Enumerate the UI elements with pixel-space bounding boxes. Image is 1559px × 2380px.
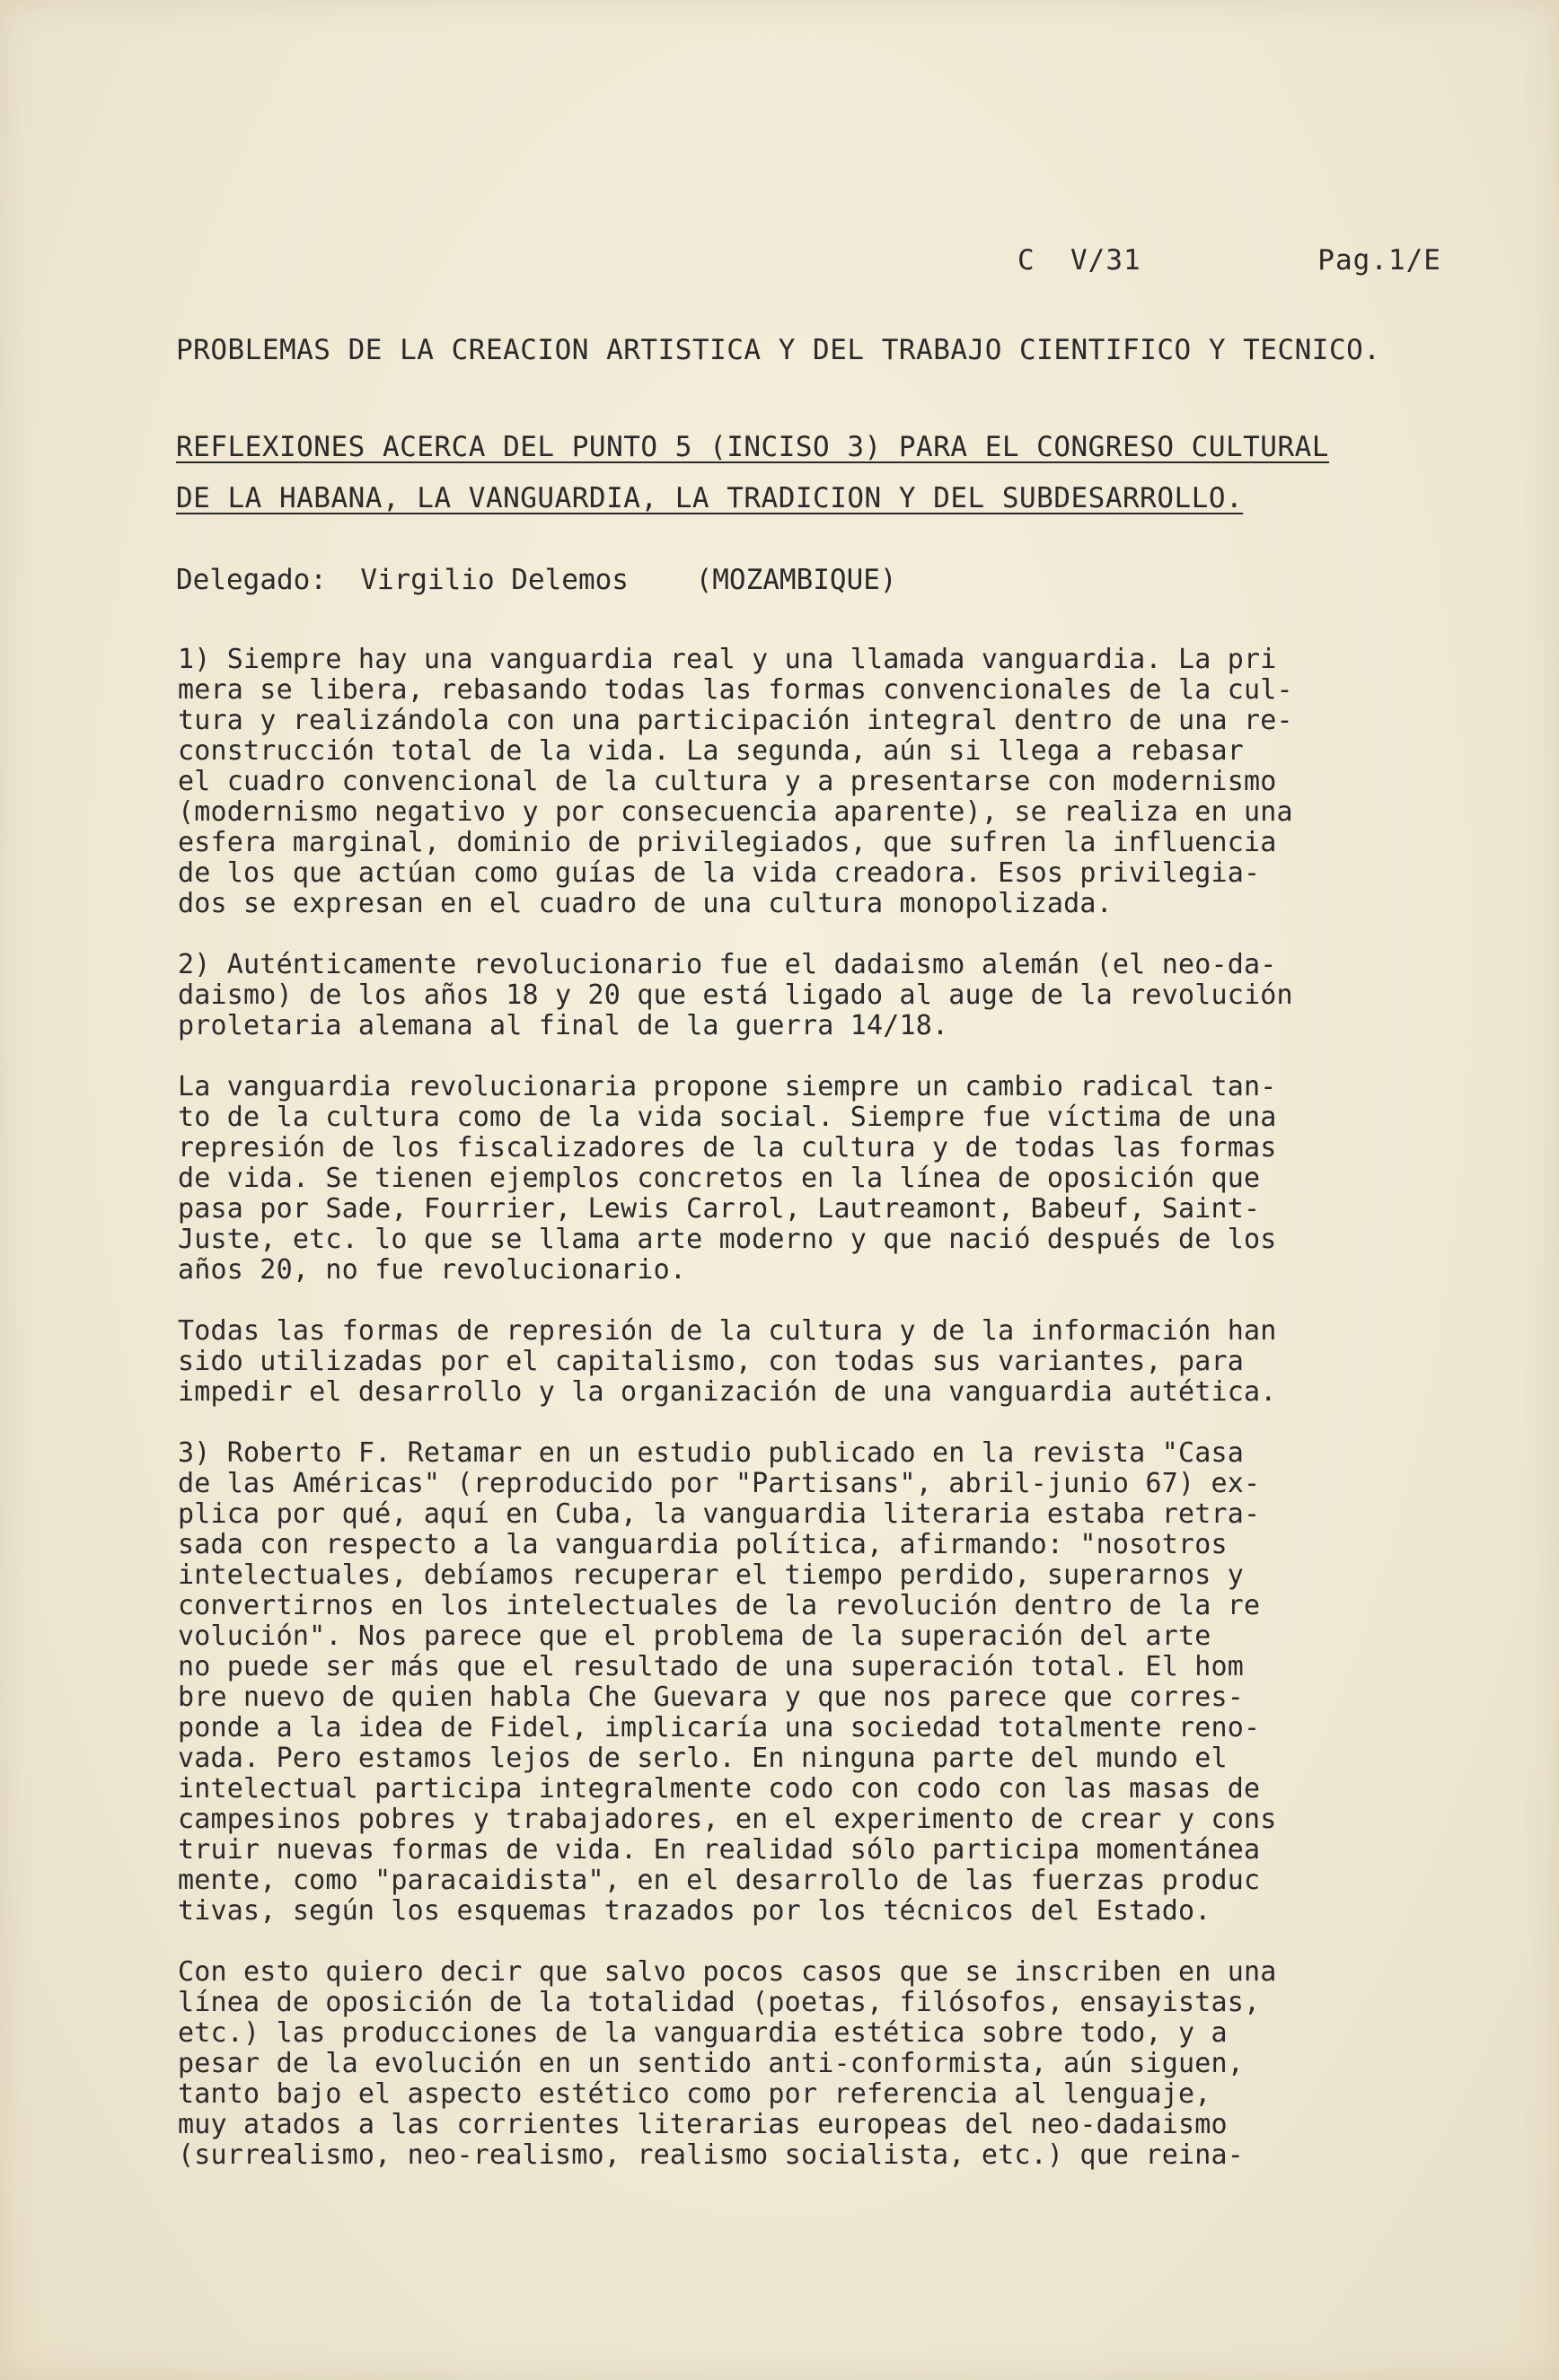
text-line: mente, como "paracaidista", en el desarrollo de las fuerzas produc	[178, 1865, 1261, 1896]
text-line: to de la cultura como de la vida social. Siempre fue víctima de una	[178, 1102, 1277, 1133]
text-line: esfera marginal, dominio de privilegiados, que sufren la influencia	[178, 827, 1277, 858]
document-reference: C V/31	[1017, 244, 1141, 277]
text-line: construcción total de la vida. La segunda, aún si llega a rebasar	[178, 735, 1244, 767]
text-line: La vanguardia revolucionaria propone siempre un cambio radical tan-	[178, 1071, 1277, 1102]
text-line: dos se expresan en el cuadro de una cultura monopolizada.	[178, 888, 1113, 919]
text-line: (surrealismo, neo-realismo, realismo socialista, etc.) que reina-	[178, 2139, 1244, 2171]
page-number: Pag.1/E	[1317, 244, 1441, 277]
text-line: Todas las formas de represión de la cultura y de la información han	[178, 1315, 1277, 1347]
paragraph	[178, 1957, 1435, 2171]
text-line: Juste, etc. lo que se llama arte moderno y que nació después de los	[178, 1224, 1277, 1255]
text-line: bre nuevo de quien habla Che Guevara y que nos parece que corres-	[178, 1682, 1244, 1713]
paragraph	[178, 1072, 1435, 1286]
document-title: PROBLEMAS DE LA CREACION ARTISTICA Y DEL TRABAJO CIENTIFICO Y TECNICO.	[176, 334, 1381, 366]
text-line: tura y realizándola con una participación integral dentro de una re-	[178, 705, 1293, 736]
paragraph	[178, 1438, 1435, 1927]
text-line: tivas, según los esquemas trazados por los técnicos del Estado.	[178, 1895, 1211, 1927]
text-line: intelectuales, debíamos recuperar el tiempo perdido, superarnos y	[178, 1559, 1244, 1591]
document-subtitle	[176, 422, 1415, 524]
document-body	[178, 645, 1435, 2201]
text-line: muy atados a las corrientes literarias europeas del neo-dadaismo	[178, 2109, 1228, 2140]
text-line: mera se libera, rebasando todas las formas convencionales de la cul-	[178, 674, 1293, 706]
delegate-country: (MOZAMBIQUE)	[695, 564, 897, 596]
text-line: sada con respecto a la vanguardia política, afirmando: "nosotros	[178, 1529, 1228, 1560]
paragraph	[178, 950, 1435, 1041]
text-line: pesar de la evolución en un sentido anti-conformista, aún siguen,	[178, 2048, 1244, 2079]
text-line: intelectual participa integralmente codo con codo con las masas de	[178, 1773, 1261, 1805]
text-line: el cuadro convencional de la cultura y a presentarse con modernismo	[178, 766, 1277, 797]
paragraph	[178, 645, 1435, 919]
delegate-label: Delegado:	[176, 564, 327, 596]
text-line: proletaria alemana al final de la guerra 14/18.	[178, 1010, 949, 1041]
text-line: vada. Pero estamos lejos de serlo. En ninguna parte del mundo el	[178, 1743, 1228, 1774]
text-line: convertirnos en los intelectuales de la revolución dentro de la re	[178, 1590, 1261, 1621]
text-line: Con esto quiero decir que salvo pocos casos que se inscriben en una	[178, 1956, 1277, 1988]
page-header	[1017, 244, 1441, 277]
subtitle-line-2: DE LA HABANA, LA VANGUARDIA, LA TRADICION Y DEL SUBDESARROLLO.	[176, 482, 1244, 514]
text-line: impedir el desarrollo y la organización de una vanguardia autética.	[178, 1376, 1277, 1408]
text-line: línea de oposición de la totalidad (poetas, filósofos, ensayistas,	[178, 1987, 1261, 2018]
text-line: sido utilizadas por el capitalismo, con todas sus variantes, para	[178, 1346, 1244, 1377]
subtitle-line-1: REFLEXIONES ACERCA DEL PUNTO 5 (INCISO 3) PARA EL CONGRESO CULTURAL	[176, 431, 1329, 463]
text-line: plica por qué, aquí en Cuba, la vanguardia literaria estaba retra-	[178, 1498, 1261, 1530]
text-line: de vida. Se tienen ejemplos concretos en la línea de oposición que	[178, 1163, 1261, 1194]
text-line: truir nuevas formas de vida. En realidad sólo participa momentánea	[178, 1834, 1261, 1866]
text-line: etc.) las producciones de la vanguardia estética sobre todo, y a	[178, 2017, 1228, 2049]
text-line: represión de los fiscalizadores de la cultura y de todas las formas	[178, 1132, 1277, 1164]
delegate-name: Virgilio Delemos	[360, 564, 629, 596]
text-line: (modernismo negativo y por consecuencia aparente), se realiza en una	[178, 796, 1293, 828]
text-line: volución". Nos parece que el problema de la superación del arte	[178, 1620, 1211, 1652]
text-line: 2) Auténticamente revolucionario fue el dadaismo alemán (el neo-da-	[178, 949, 1277, 980]
text-line: tanto bajo el aspecto estético como por referencia al lenguaje,	[178, 2078, 1211, 2110]
text-line: de las Américas" (reproducido por "Partisans", abril-junio 67) ex-	[178, 1468, 1261, 1499]
text-line: no puede ser más que el resultado de una superación total. El hom	[178, 1651, 1244, 1682]
delegate-line	[176, 564, 897, 596]
text-line: años 20, no fue revolucionario.	[178, 1254, 687, 1286]
text-line: 3) Roberto F. Retamar en un estudio publicado en la revista "Casa	[178, 1437, 1244, 1469]
text-line: 1) Siempre hay una vanguardia real y una llamada vanguardia. La pri	[178, 644, 1277, 675]
text-line: de los que actúan como guías de la vida creadora. Esos privilegia-	[178, 857, 1261, 889]
text-line: campesinos pobres y trabajadores, en el experimento de crear y cons	[178, 1804, 1277, 1835]
text-line: pasa por Sade, Fourrier, Lewis Carrol, Lautreamont, Babeuf, Saint-	[178, 1193, 1261, 1225]
text-line: daismo) de los años 18 y 20 que está ligado al auge de la revolución	[178, 979, 1293, 1011]
text-line: ponde a la idea de Fidel, implicaría una sociedad totalmente reno-	[178, 1712, 1261, 1743]
paragraph	[178, 1316, 1435, 1408]
